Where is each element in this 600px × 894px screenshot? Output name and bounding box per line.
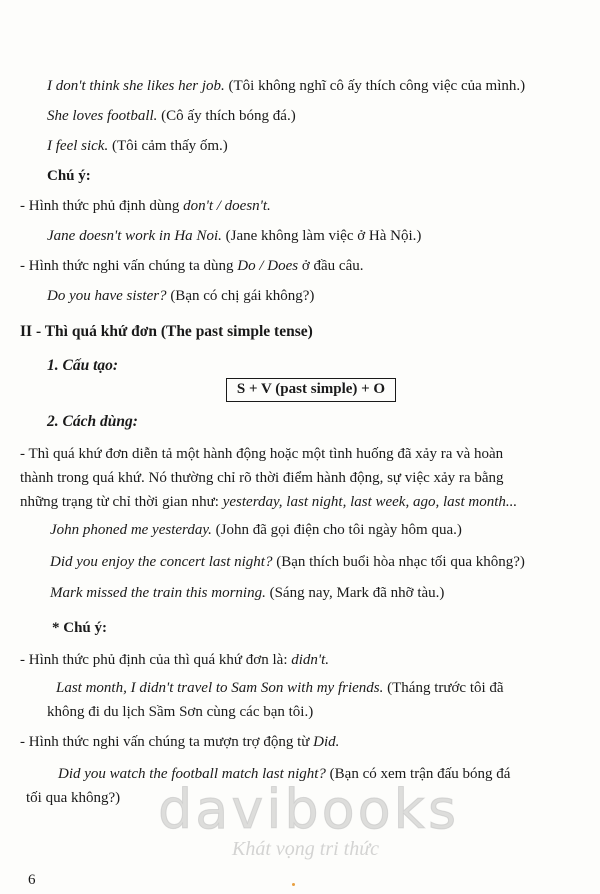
line-example-past-3 — [50, 583, 444, 603]
example-vietnamese: (John đã gọi điện cho tôi ngày hôm qua.) — [211, 522, 462, 538]
usage-paragraph-line-2: thành trong quá khứ. Nó thường chỉ rõ thời điểm hành động, sự việc xảy ra bằng — [20, 470, 504, 486]
subheading-structure: 1. Cấu tạo: — [47, 357, 119, 374]
example-english: I feel sick. — [47, 138, 109, 154]
line-example-2 — [47, 106, 296, 126]
rule-form: didn't. — [291, 652, 330, 668]
example-vietnamese: (Jane không làm việc ở Hà Nội.) — [221, 228, 422, 244]
example-vietnamese: (Cô ấy thích bóng đá.) — [157, 108, 296, 124]
subheading-usage: 2. Cách dùng: — [47, 413, 138, 430]
line-example-past-negative — [56, 678, 504, 698]
example-vietnamese: (Tôi cảm thấy ốm.) — [108, 138, 228, 154]
example-vietnamese: (Bạn thích buổi hòa nhạc tối qua không?) — [272, 554, 525, 570]
line-example-negative — [47, 226, 421, 246]
rule-question-past — [20, 732, 339, 752]
example-english: Did you enjoy the concert last night? — [50, 554, 273, 570]
example-english: Mark missed the train this morning. — [50, 585, 266, 601]
note-heading-1: Chú ý: — [47, 168, 91, 184]
example-english: Last month, I didn't travel to Sam Son with my friends. — [56, 680, 384, 696]
line-example-1 — [47, 76, 525, 96]
rule-form: don't / doesn't. — [183, 198, 271, 214]
example-english: I don't think she likes her job. — [47, 78, 225, 94]
formula-box: S + V (past simple) + O — [226, 378, 396, 402]
example-english: Did you watch the football match last night? — [58, 766, 326, 782]
line-example-past-2 — [50, 552, 525, 572]
example-vietnamese: (Tháng trước tôi đã — [383, 680, 504, 696]
example-vietnamese: (Bạn có chị gái không?) — [166, 288, 315, 304]
example-english: John phoned me yesterday. — [50, 522, 212, 538]
note-heading-2: * Chú ý: — [52, 620, 108, 636]
section-heading-past-simple: II - Thì quá khứ đơn (The past simple tense) — [20, 323, 313, 340]
rule-text: - Hình thức nghi vấn chúng ta mượn trợ động từ — [20, 734, 314, 750]
example-vietnamese: (Sáng nay, Mark đã nhỡ tàu.) — [265, 585, 445, 601]
line-example-past-1 — [50, 520, 462, 540]
usage-text: những trạng từ chỉ thời gian như: — [20, 494, 223, 510]
watermark-brand: davibooks — [158, 778, 460, 841]
example-english: Jane doesn't work in Ha Noi. — [47, 228, 222, 244]
orange-dot — [292, 883, 295, 886]
usage-paragraph-line-1: - Thì quá khứ đơn diễn tả một hành động hoặc một tình huống đã xảy ra và hoàn — [20, 446, 504, 462]
line-example-question — [47, 286, 314, 306]
usage-paragraph-line-3 — [20, 492, 517, 512]
page-number: 6 — [28, 872, 36, 888]
line-example-past-negative-cont: không đi du lịch Sầm Sơn cùng các bạn tôi.) — [47, 704, 314, 720]
rule-form: Did. — [313, 734, 340, 750]
rule-text: - Hình thức phủ định dùng — [20, 198, 184, 214]
rule-negative — [20, 196, 271, 216]
line-example-3 — [47, 136, 228, 156]
example-vietnamese: (Bạn có xem trận đấu bóng đá — [325, 766, 511, 782]
rule-text-tail: ở đầu câu. — [298, 258, 364, 274]
time-adverbs: yesterday, last night, last week, ago, last month... — [222, 494, 518, 510]
example-english: She loves football. — [47, 108, 158, 124]
rule-question — [20, 256, 364, 276]
rule-form: Do / Does — [237, 258, 299, 274]
rule-text: - Hình thức nghi vấn chúng ta dùng — [20, 258, 238, 274]
example-english: Do you have sister? — [47, 288, 167, 304]
line-example-past-question-cont: tối qua không?) — [26, 790, 121, 806]
rule-text: - Hình thức phủ định của thì quá khứ đơn là: — [20, 652, 292, 668]
watermark-tagline: Khát vọng tri thức — [232, 838, 380, 860]
example-vietnamese: (Tôi không nghĩ cô ấy thích công việc của mình.) — [224, 78, 526, 94]
rule-negative-past — [20, 650, 329, 670]
